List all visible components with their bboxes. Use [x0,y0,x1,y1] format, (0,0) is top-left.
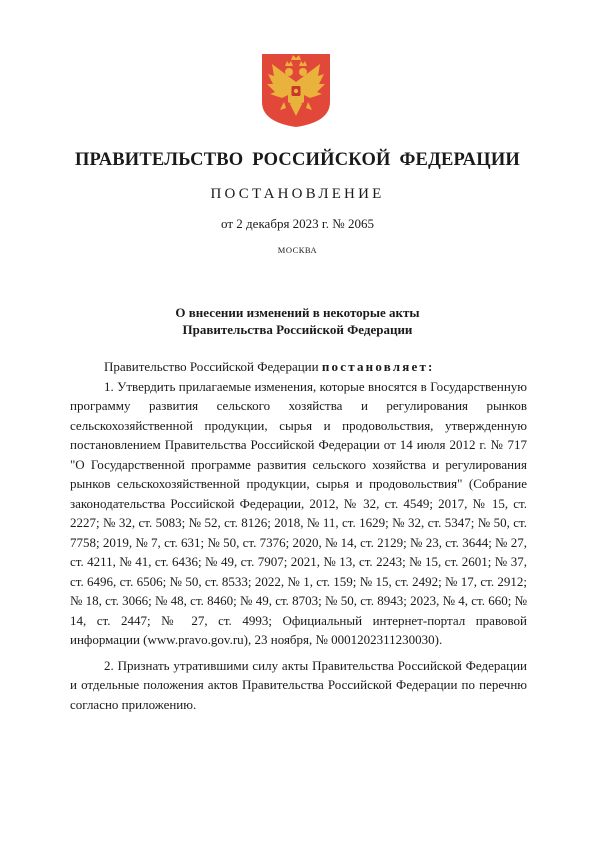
document-type: ПОСТАНОВЛЕНИЕ [210,186,385,202]
document-subject [0,304,595,338]
intro-paragraph [70,357,527,377]
subject-line-1: О внесении изменений в некоторые акты [175,305,420,320]
russian-coat-of-arms-icon [260,52,332,128]
document-date-number: от 2 декабря 2023 г. № 2065 [221,216,374,231]
document-city: МОСКВА [277,245,318,255]
intro-prefix: Правительство Российской Федерации [104,359,322,374]
coat-of-arms-emblem [260,52,332,128]
subject-line-2: Правительства Российской Федерации [182,322,413,337]
item-2-paragraph: 2. Признать утратившими силу акты Правительства Российской Федерации и отдельные положения актов Правительства Российской Федерации по перечню согласно приложению. [70,657,527,712]
document-body [70,357,527,714]
item-1-paragraph: 1. Утвердить прилагаемые изменения, которые вносятся в Государственную программу развития сельского хозяйства и регулирования рынков сельскохозяйственной продукции, сырья и продовольствия, утвержденную постановлением Правительства Российской Федерации от 14 июля 2012 г. № 717 "О Государственной программе развития сельского хозяйства и регулирования рынков сельскохозяйственной продукции, сырья и продовольствия" (Собрание законодательства Российской Федерации, 2012, № 32, ст. 4549; 2017, № 15, ст. 2227; № 32, ст. 5083; № 52, ст. 8126; 2018, № 11, ст. 1629; № 32, ст. 5347; № 50, ст. 7758; 2019, № 7, ст. 631; № 50, ст. 7376; 2020, № 14, ст. 2129; № 23, ст. 3644; № 27, ст. 4211, № 41, ст. 6436; № 49, ст. 7907; 2021, № 13, ст. 2243; № 15, ст. 2601; № 37, ст. 6496, ст. 6506; № 50, ст. 8533; 2022, № 1, ст. 159; № 15, ст. 2492; № 17, ст. 2912; № 18, ст. 3066; № 48, ст. 8460; № 49, ст. 8703; № 50, ст. 8943; 2023, № 4, ст. 660; № 14, ст. 2447; № 27, ст. 4993; Официальный интернет-портал правовой информации (www.pravo.gov.ru), 23 ноября, № 0001202311230030). [70,378,527,647]
organization-title: ПРАВИТЕЛЬСТВО РОССИЙСКОЙ ФЕДЕРАЦИИ [74,150,521,170]
intro-verb: постановляет: [321,359,435,374]
